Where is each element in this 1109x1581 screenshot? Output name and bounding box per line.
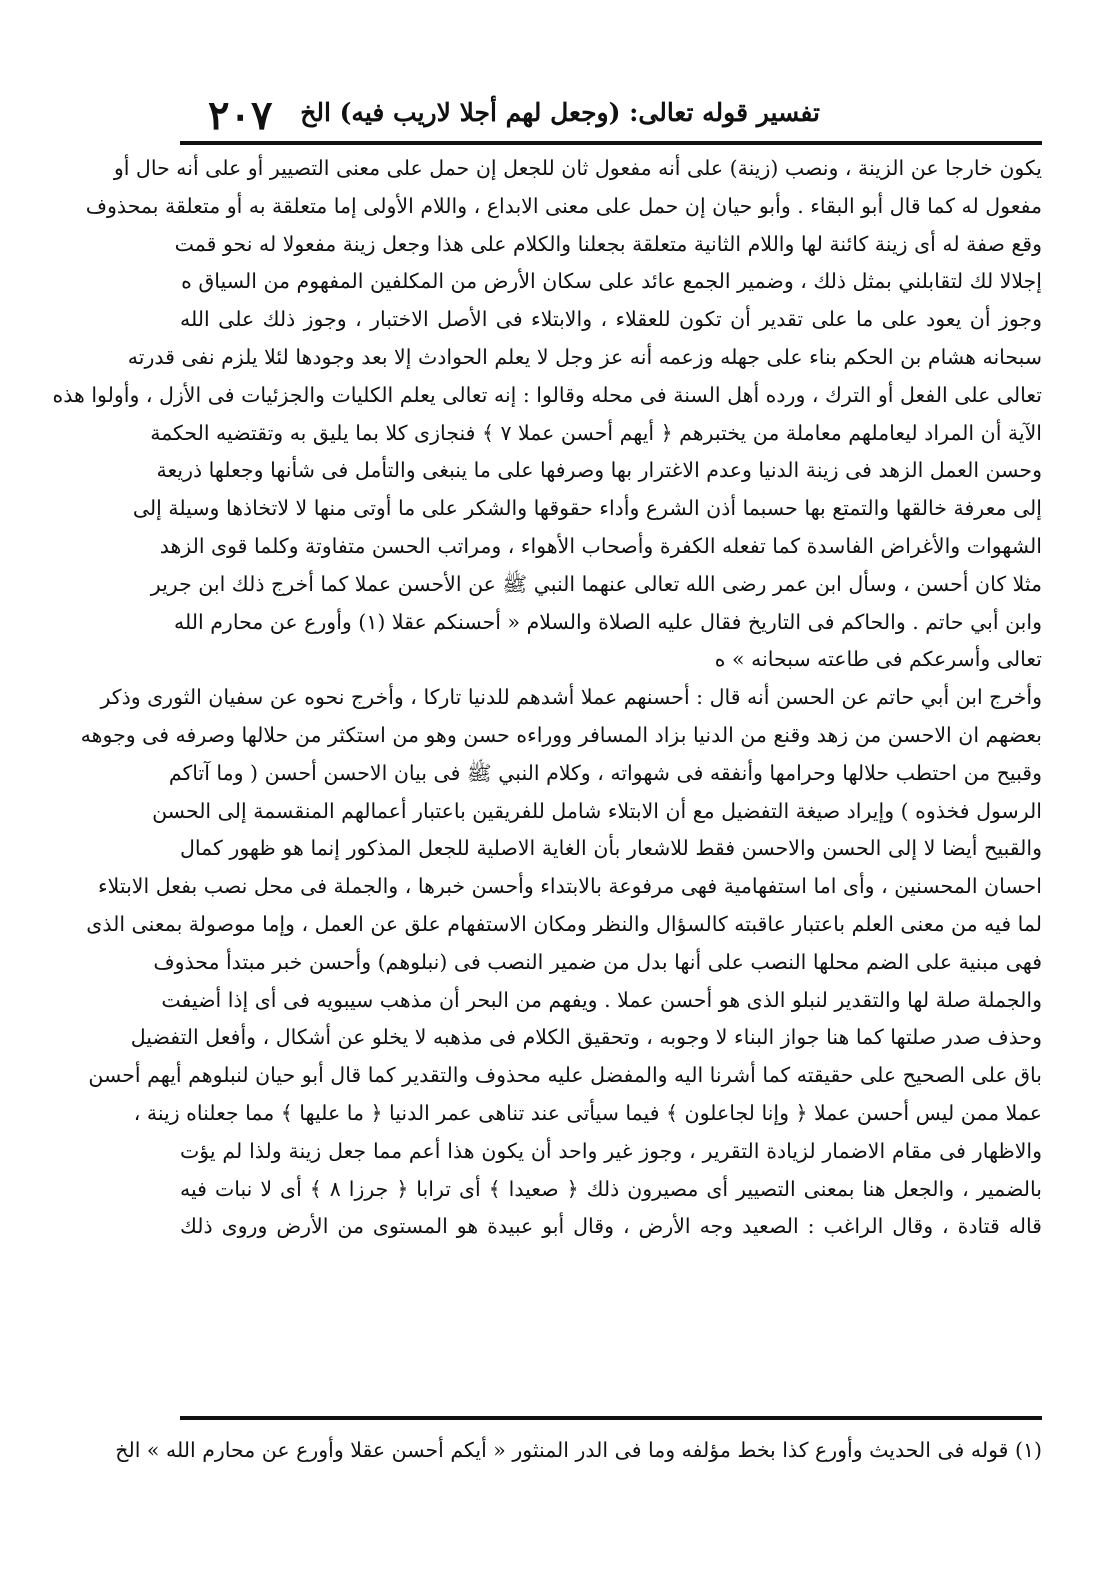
text-line: والجملة صلة لها والتقدير لنبلو الذى هو أحسن عملا . ويفهم من البحر أن مذهب سيبويه فى أى إذا أضيفت [161,987,1042,1012]
text-line: تعالى على الفعل أو الترك ، ورده أهل السنة فى محله وقالوا : إنه تعالى يعلم الكليات والجزئيات فى الأزل ، وأولوا هذه [52,382,1042,407]
text-line: سبحانه هشام بن الحكم بناء على جهله وزعمه أنه عز وجل لا يعلم الحوادث إلا بعد وجودها لئلا يلزم نفى قدرته [127,344,1042,369]
text-line: إجلالا لك لتقابلني بمثل ذلك ، وضمير الجمع عائد على سكان الأرض من المكلفين المفهوم من السياق ه [181,269,1042,294]
text-line: وأخرج ابن أبي حاتم عن الحسن أنه قال : أحسنهم عملا أشدهم للدنيا تاركا ، وأخرج نحوه عن سفيان الثورى وذكر [100,685,1042,710]
text-line: باق على الصحيح على حقيقته كما أشرنا اليه والمفضل عليه محذوف والتقدير كما قال أبو حيان لنبلوهم أيهم أحسن [88,1063,1042,1088]
text-line: قاله قتادة ، وقال الراغب : الصعيد وجه الأرض ، وقال أبو عبيدة هو المستوى من الأرض وروى ذلك [180,1214,1042,1239]
page-header [180,92,1042,138]
text-line: عملا ممن ليس أحسن عملا ﴿ وإنا لجاعلون ﴾ فيما سيأتى عند تناهى عمر الدنيا ﴿ ما عليها ﴾ مما جعلناه زينة ، [133,1100,1042,1125]
text-line: لما فيه من معنى العلم باعتبار عاقبته كالسؤال والنظر ومكان الاستفهام علق عن العمل ، وإما موصولة بمعنى الذى [86,911,1042,936]
text-line: وحذف صدر صلتها كما هنا جواز البناء لا وجوبه ، وتحقيق الكلام فى مذهبه لا يخلو عن أشكال ، وأفعل التفضيل [130,1025,1042,1050]
footnote: (١) قوله فى الحديث وأورع كذا بخط مؤلفه وما فى الدر المنثور « أيكم أحسن عقلا وأورع عن محارم الله » الخ [115,1438,1042,1462]
text-line: مفعول له كما قال أبو البقاء . وأبو حيان إن حمل على معنى الابداع ، واللام الأولى إما متعلقة به أو متعلقة بمحذوف [85,193,1042,218]
header-rule [180,141,1042,145]
text-line: الرسول فخذوه ) وإيراد صيغة التفضيل مع أن الابتلاء شامل للفريقين باعتبار أعمالهم المنقسمة إلى الحسن [152,798,1042,823]
text-line: فهى مبنية على الضم محلها النصب على أنها بدل من ضمير النصب فى (نبلوهم) وأحسن خبر مبتدأ محذوف [153,949,1042,974]
text-line: يكون خارجا عن الزينة ، ونصب (زينة) على أنه مفعول ثان للجعل إن حمل على معنى التصيير أو على أنه حال أو [113,156,1042,180]
text-line: وقبيح من احتطب حلالها وحرامها وأنفقه فى شهواته ، وكلام النبي ﷺ فى بيان الاحسن أحسن ( وما آتاكم [168,760,1042,785]
text-line: الآية أن المراد ليعاملهم معاملة من يختبرهم ﴿ أيهم أحسن عملا ٧ ﴾ فنجازى كلا بما يليق به وتقتضيه الحكمة [150,420,1042,445]
text-line: وحسن العمل الزهد فى زينة الدنيا وعدم الاغترار بها وصرفها على ما ينبغى والتأمل فى شأنها وجعلها ذريعة [156,458,1042,483]
text-line: وابن أبي حاتم . والحاكم فى التاريخ فقال عليه الصلاة والسلام « أحسنكم عقلا (١) وأورع عن محارم الله [174,609,1042,634]
page-number: ٢٠٧ [208,92,273,139]
footnote-rule [180,1416,1042,1420]
text-line: وقع صفة له أى زينة كائنة لها واللام الثانية متعلقة بجعلنا والكلام على هذا وجعل زينة مفعولا له نحو قمت [174,231,1042,256]
text-line: احسان المحسنين ، وأى اما استفهامية فهى مرفوعة بالابتداء وأحسن خبرها ، والجملة فى محل نصب بفعل الابتلاء [98,874,1042,899]
text-line: تعالى وأسرعكم فى طاعته سبحانه » ه [714,647,1042,672]
text-line: مثلا كان أحسن ، وسأل ابن عمر رضى الله تعالى عنهما النبي ﷺ عن الأحسن عملا كما أخرج ذلك ابن جرير [150,571,1042,596]
text-line: بعضهم ان الاحسن من زهد وقنع من الدنيا بزاد المسافر ووراءه حسن وهو من استكثر من حلالها وصرفه فى وجوهه [80,722,1042,747]
text-line: إلى معرفة خالقها والتمتع بها حسبما أذن الشرع وأداء حقوقها والشكر على ما أوتى منها لا لاتخاذها وسيلة إلى [132,496,1042,521]
text-line: وجوز أن يعود على ما على تقدير أن تكون للعقلاء ، والابتلاء فى الأصل الاختبار ، وجوز ذلك على الله [180,307,1042,332]
main-text [52,150,1042,1246]
running-title: تفسير قوله تعالى: (وجعل لهم أجلا لاريب فيه) الخ [300,98,820,127]
text-line: والاظهار فى مقام الاضمار لزيادة التقرير ، وجوز غير واحد أن يكون هذا أعم مما جعل زينة ولذا لم يؤت [180,1138,1042,1163]
text-line: والقبيح أيضا لا إلى الحسن والاحسن فقط للاشعار بأن الغاية الاصلية للجعل المذكور إنما هو ظهور كمال [180,836,1042,861]
text-line: الشهوات والأغراض الفاسدة كما تفعله الكفرة وأصحاب الأهواء ، ومراتب الحسن متفاوتة وكلما قوى الزهد [159,533,1042,558]
text-line: بالضمير ، والجعل هنا بمعنى التصيير أى مصيرون ذلك ﴿ صعيدا ﴾ أى ترابا ﴿ جرزا ٨ ﴾ أى لا نبات فيه [180,1176,1042,1201]
